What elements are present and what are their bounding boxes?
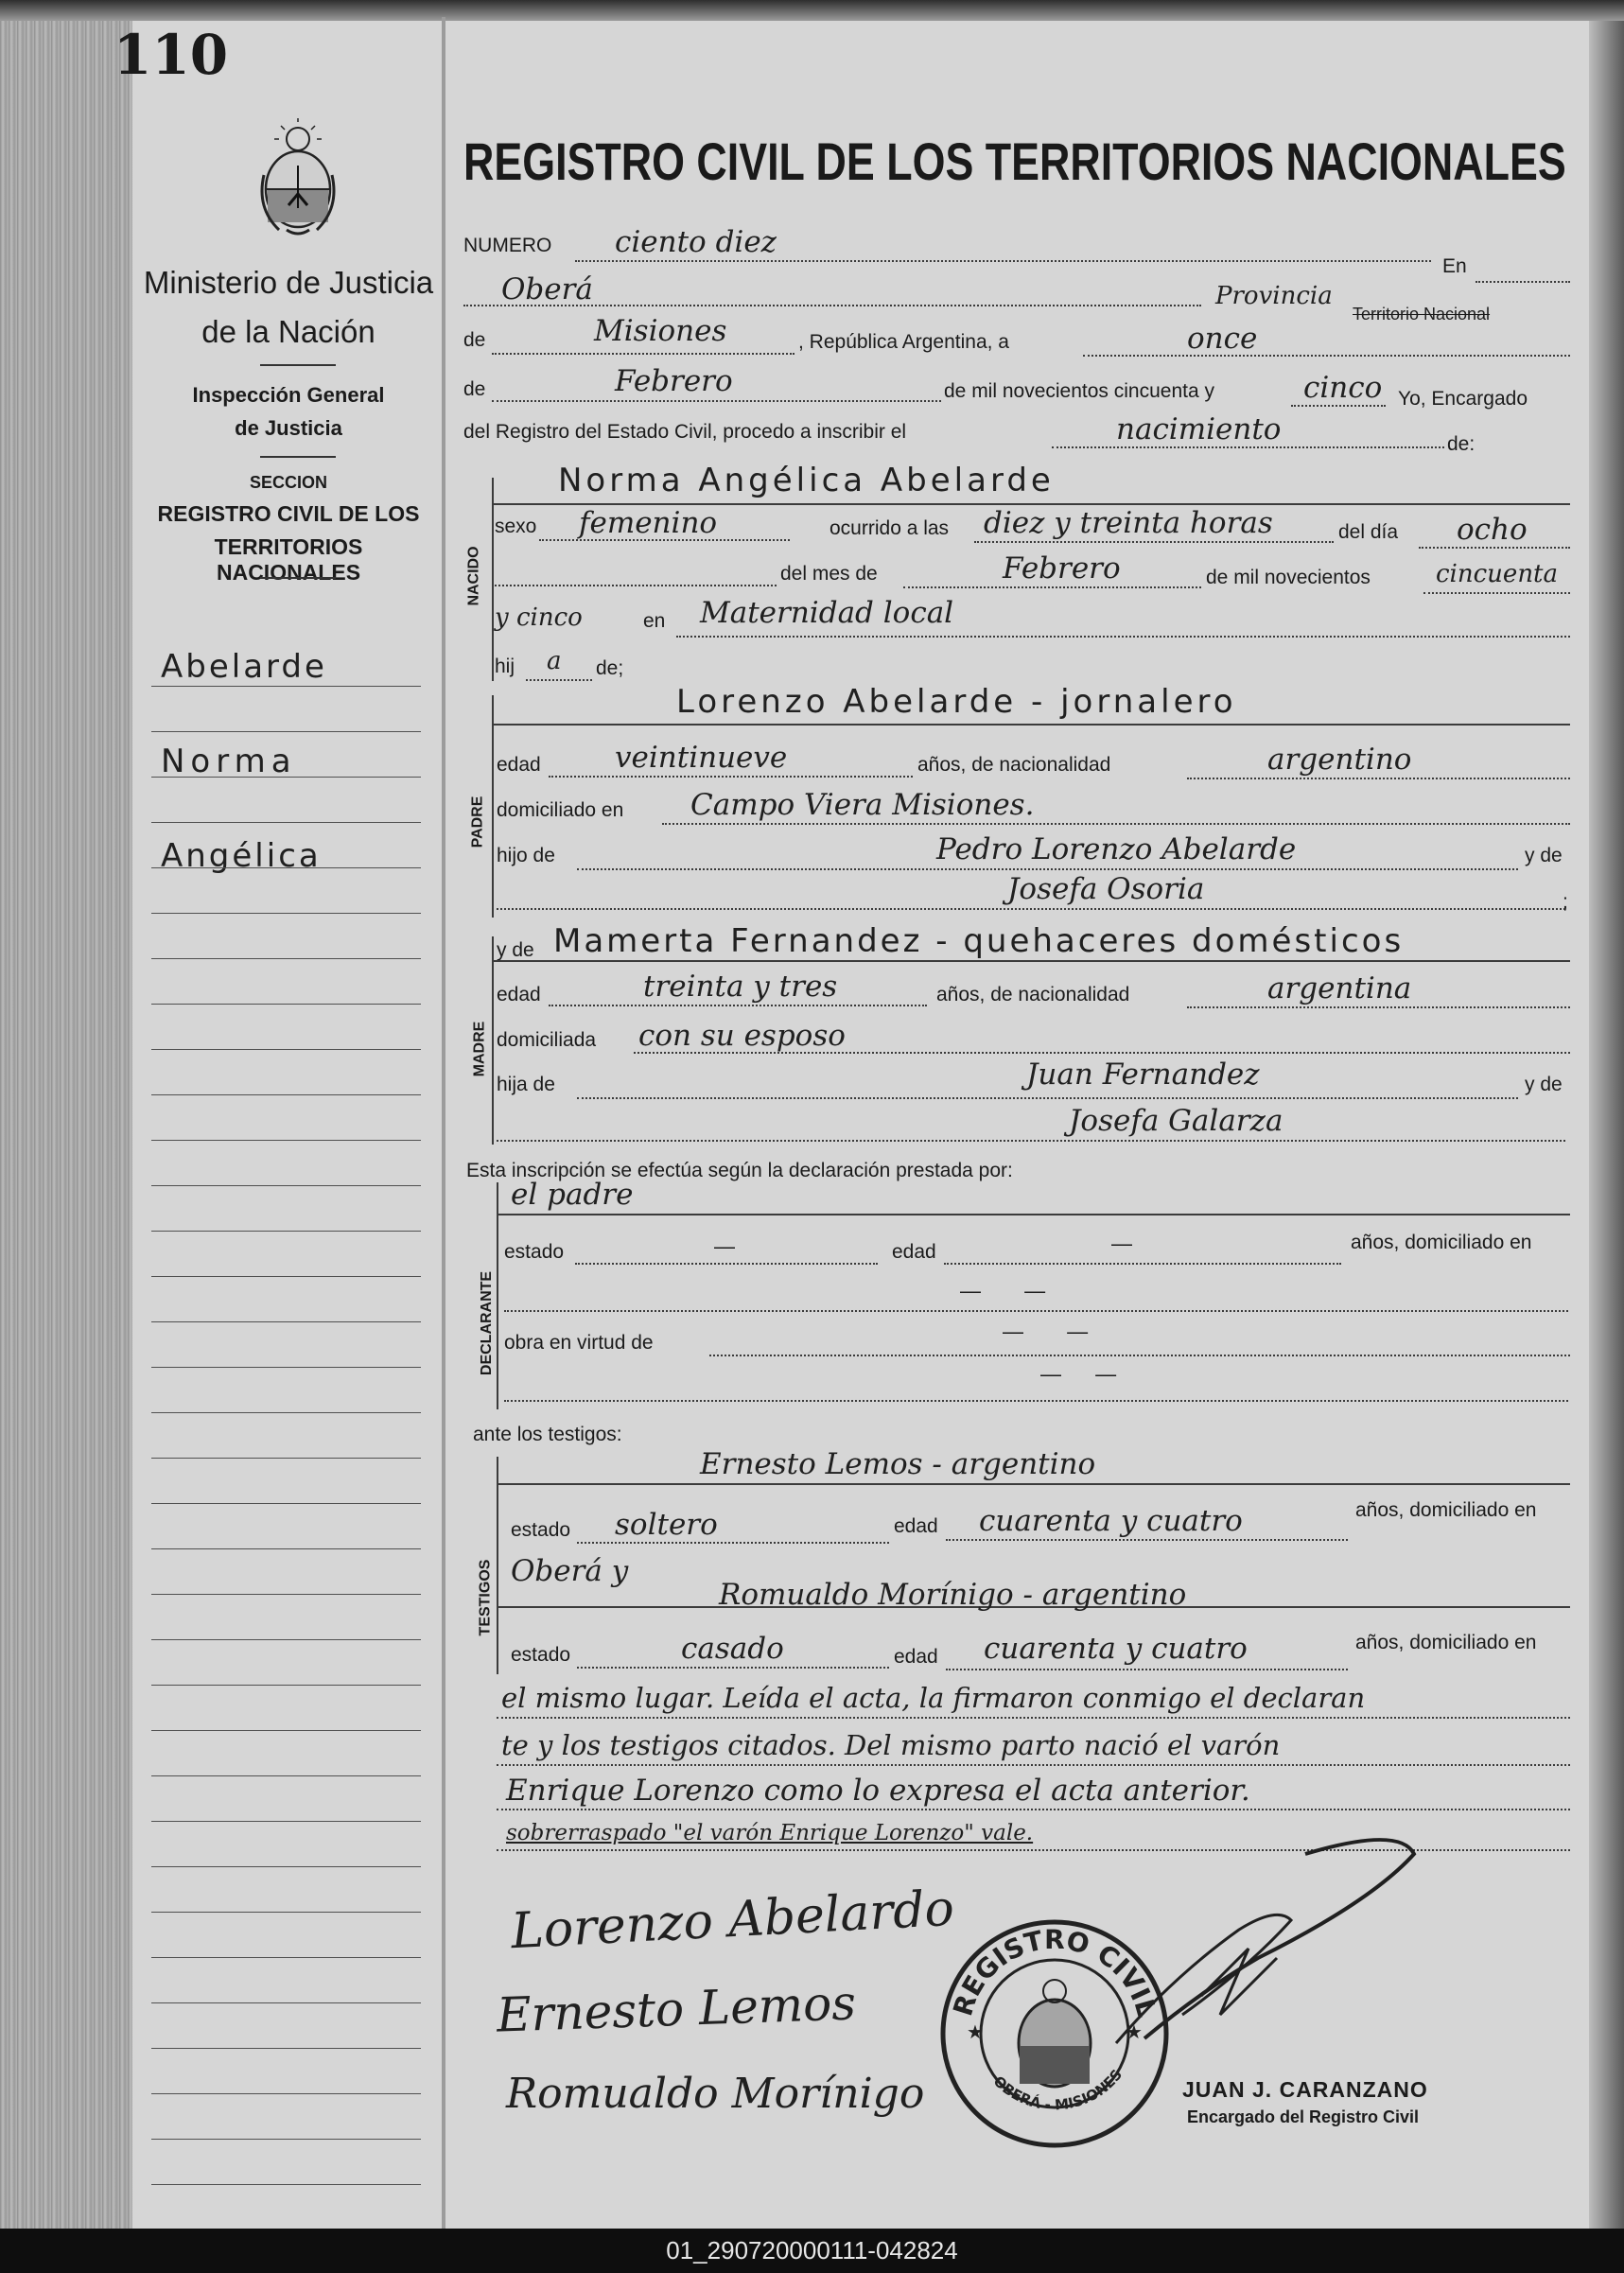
madre-name-rule bbox=[492, 960, 1570, 962]
left-ruled-line bbox=[151, 1639, 421, 1640]
w2-edad-line bbox=[946, 1669, 1348, 1670]
page-number: 110 bbox=[114, 23, 229, 87]
sexo-value: femenino bbox=[579, 506, 718, 540]
declarante-obra-label: obra en virtud de bbox=[504, 1332, 654, 1354]
en-line bbox=[1476, 281, 1570, 283]
book-binding bbox=[0, 0, 132, 2229]
madre-domicilio-label: domiciliada bbox=[497, 1029, 597, 1051]
left-ruled-line bbox=[151, 1957, 421, 1958]
left-ruled-line bbox=[151, 1866, 421, 1867]
de-label: de bbox=[463, 329, 486, 351]
w1-edad-line bbox=[946, 1539, 1348, 1541]
month-value: Febrero bbox=[615, 364, 733, 398]
declarante-who-value: el padre bbox=[511, 1178, 634, 1212]
declarante-intro: Esta inscripción se efectúa según la declaración prestada por: bbox=[466, 1160, 1013, 1181]
section-line2: TERRITORIOS NACIONALES bbox=[214, 534, 363, 585]
madre-edad-line bbox=[549, 1005, 927, 1006]
declarante-who-rule bbox=[497, 1214, 1570, 1215]
madre-hija-label: hija de bbox=[497, 1074, 555, 1095]
testigos-intro: ante los testigos: bbox=[473, 1424, 622, 1445]
madre-bracket bbox=[492, 936, 494, 1145]
nacido-year-value2: y cinco bbox=[495, 603, 583, 632]
left-ruled-line bbox=[151, 1775, 421, 1776]
madre-nacionalidad-line bbox=[1187, 1006, 1570, 1008]
nacido-year-value: cincuenta bbox=[1436, 560, 1559, 588]
padre-semicolon: ; bbox=[1563, 891, 1568, 913]
nacido-de-label: de; bbox=[596, 657, 624, 679]
left-ruled-line bbox=[151, 686, 421, 687]
padre-tag: PADRE bbox=[469, 796, 486, 848]
madre-y-de-label: y de bbox=[497, 939, 534, 961]
left-ruled-line bbox=[151, 1140, 421, 1141]
madre-y-de-label2: y de bbox=[1525, 1074, 1563, 1095]
day-value: once bbox=[1187, 322, 1258, 356]
padre-nacionalidad-line bbox=[1187, 778, 1570, 779]
declarante-anos-label: años, domiciliado en bbox=[1351, 1232, 1532, 1253]
hij-label: hij bbox=[495, 656, 515, 677]
nacido-year-line bbox=[1423, 592, 1570, 594]
provincia-value: Provincia bbox=[1215, 282, 1333, 310]
closing-line1: el mismo lugar. Leída el acta, la firmaron conmigo el declaran bbox=[501, 1682, 1366, 1714]
left-ruled-line bbox=[151, 2139, 421, 2140]
pre-mes-line bbox=[495, 585, 777, 586]
closing-line2: te y los testigos citados. Del mismo parto nació el varón bbox=[501, 1729, 1281, 1761]
hour-line bbox=[974, 541, 1334, 543]
main-title: REGISTRO CIVIL DE LOS TERRITORIOS NACIONALES bbox=[463, 131, 1566, 191]
padre-mother-line bbox=[497, 908, 1565, 910]
padre-nacionalidad-label: años, de nacionalidad bbox=[917, 754, 1111, 776]
de-colon: de: bbox=[1447, 433, 1476, 455]
civil-registry-seal-icon bbox=[936, 1915, 1173, 2152]
w2-estado-line bbox=[577, 1667, 889, 1669]
left-ruled-line bbox=[151, 731, 421, 732]
declarante-edad-line bbox=[944, 1263, 1341, 1265]
nacido-month-value: Febrero bbox=[1003, 551, 1121, 586]
coat-of-arms-icon bbox=[251, 118, 345, 241]
nacido-tag: NACIDO bbox=[465, 546, 482, 606]
left-ruled-line bbox=[151, 2093, 421, 2094]
de-label2: de bbox=[463, 378, 486, 400]
madre-mother-line bbox=[497, 1140, 1565, 1142]
nacido-day-value: ocho bbox=[1457, 513, 1528, 547]
witness1-value: Ernesto Lemos - argentino bbox=[700, 1447, 1096, 1481]
padre-hijo-label: hijo de bbox=[497, 845, 555, 866]
year-text: de mil novecientos cincuenta y bbox=[944, 380, 1214, 402]
declarante-estado-line bbox=[575, 1263, 878, 1265]
madre-father-value: Juan Fernandez bbox=[1026, 1058, 1260, 1092]
closing-line4: sobrerraspado "el varón Enrique Lorenzo" vale. bbox=[506, 1821, 1034, 1845]
left-ruled-line bbox=[151, 867, 421, 868]
place-value: Maternidad local bbox=[700, 596, 954, 630]
madre-edad-value: treinta y tres bbox=[643, 970, 838, 1004]
inspection-line2: de Justicia bbox=[235, 416, 342, 440]
city-value: Oberá bbox=[501, 272, 593, 306]
numero-label: NUMERO bbox=[463, 235, 552, 256]
sexo-label: sexo bbox=[495, 516, 537, 537]
w1-edad-label: edad bbox=[894, 1515, 938, 1537]
declarante-dashes1: — — bbox=[960, 1279, 1046, 1303]
republica-text: , República Argentina, a bbox=[798, 331, 1009, 353]
padre-edad-line bbox=[549, 776, 913, 778]
hour-value: diez y treinta horas bbox=[984, 506, 1273, 540]
divider bbox=[260, 577, 336, 579]
padre-domicilio-label: domiciliado en bbox=[497, 799, 624, 821]
left-ruled-line bbox=[151, 1548, 421, 1549]
del-mes-label: del mes de bbox=[780, 563, 878, 585]
padre-bracket bbox=[492, 695, 494, 918]
mes-line bbox=[903, 586, 1201, 588]
w1-estado-value: soltero bbox=[615, 1508, 718, 1542]
padre-father-value: Pedro Lorenzo Abelarde bbox=[936, 832, 1297, 866]
madre-edad-label: edad bbox=[497, 984, 541, 1005]
declarante-obra-line bbox=[709, 1355, 1570, 1356]
left-ruled-line bbox=[151, 1594, 421, 1595]
left-ruled-line bbox=[151, 1049, 421, 1050]
declarante-extra-line bbox=[504, 1400, 1568, 1402]
w1-estado-label: estado bbox=[511, 1519, 571, 1541]
nacido-en-label: en bbox=[643, 610, 666, 632]
seal-text: REGISTRO CIVIL bbox=[947, 1923, 1163, 2021]
left-ruled-line bbox=[151, 1503, 421, 1504]
padre-domicilio-line bbox=[662, 823, 1570, 825]
registro-text: del Registro del Estado Civil, procedo a inscribir el bbox=[463, 421, 907, 443]
madre-mother-value: Josefa Galarza bbox=[1069, 1104, 1283, 1138]
nacido-name-rule bbox=[492, 503, 1570, 505]
page-edge bbox=[1589, 0, 1624, 2229]
left-ruled-line bbox=[151, 1004, 421, 1005]
declarante-estado-value: — bbox=[714, 1234, 735, 1258]
officer-name: JUAN J. CARANZANO bbox=[1182, 2077, 1428, 2102]
left-ruled-line bbox=[151, 2048, 421, 2049]
declarante-domicilio-line bbox=[504, 1310, 1568, 1312]
declarante-edad-label: edad bbox=[892, 1241, 936, 1263]
padre-name-rule bbox=[492, 724, 1570, 726]
w2-estado-value: casado bbox=[681, 1632, 784, 1666]
act-type-value: nacimiento bbox=[1116, 412, 1282, 446]
w2-edad-value: cuarenta y cuatro bbox=[984, 1632, 1248, 1666]
left-ruled-line bbox=[151, 913, 421, 914]
divider bbox=[260, 364, 336, 366]
province-line bbox=[492, 353, 795, 355]
padre-domicilio-value: Campo Viera Misiones. bbox=[690, 788, 1035, 822]
closing-line3: Enrique Lorenzo como lo expresa el acta anterior. bbox=[506, 1774, 1250, 1808]
left-ruled-line bbox=[151, 1231, 421, 1232]
numero-line bbox=[575, 260, 1431, 262]
padre-father-line bbox=[577, 868, 1518, 870]
del-dia-label: del día bbox=[1338, 521, 1399, 543]
left-ruled-line bbox=[151, 1367, 421, 1368]
declarante-obra-value: — — bbox=[1003, 1320, 1089, 1343]
second-name: Angélica bbox=[161, 837, 322, 875]
svg-text:★: ★ bbox=[967, 2020, 984, 2043]
divider bbox=[260, 456, 336, 458]
ministry-line2: de la Nación bbox=[201, 314, 375, 349]
territorio-struck: Territorio Nacional bbox=[1353, 305, 1491, 323]
encargado-text: Yo, Encargado bbox=[1398, 388, 1528, 410]
madre-nacionalidad-label: años, de nacionalidad bbox=[936, 984, 1130, 1005]
w1-estado-line bbox=[577, 1542, 889, 1544]
left-ruled-line bbox=[151, 1094, 421, 1095]
left-ruled-line bbox=[151, 2002, 421, 2003]
left-ruled-line bbox=[151, 1458, 421, 1459]
left-ruled-line bbox=[151, 1685, 421, 1686]
ministry-line1: Ministerio de Justicia bbox=[143, 265, 434, 300]
day-line-nacido bbox=[1419, 547, 1570, 549]
w1-edad-value: cuarenta y cuatro bbox=[979, 1504, 1243, 1538]
left-ruled-line bbox=[151, 1276, 421, 1277]
first-name: Norma bbox=[161, 743, 297, 780]
left-ruled-line bbox=[151, 777, 421, 778]
padre-edad-label: edad bbox=[497, 754, 541, 776]
padre-y-de-label: y de bbox=[1525, 845, 1563, 866]
top-shadow bbox=[0, 0, 1624, 21]
ocurrido-label: ocurrido a las bbox=[829, 517, 950, 539]
year-line bbox=[1291, 405, 1386, 407]
left-ruled-line bbox=[151, 958, 421, 959]
seal-bottom: OBERÁ - MISIONES bbox=[989, 2066, 1126, 2114]
en-label: En bbox=[1442, 255, 1467, 277]
w2-estado-label: estado bbox=[511, 1644, 571, 1666]
hij-line bbox=[526, 679, 592, 681]
signature-2: Ernesto Lemos bbox=[496, 1975, 857, 2043]
w1-anos-label: años, domiciliado en bbox=[1355, 1499, 1537, 1521]
witness1-rule bbox=[497, 1483, 1570, 1485]
left-ruled-line bbox=[151, 1412, 421, 1413]
w2-edad-label: edad bbox=[894, 1646, 938, 1668]
officer-title: Encargado del Registro Civil bbox=[1187, 2107, 1420, 2126]
padre-name-value: Lorenzo Abelarde - jornalero bbox=[676, 683, 1237, 721]
province-value: Misiones bbox=[594, 314, 727, 348]
signature-1: Lorenzo Abelardo bbox=[509, 1880, 956, 1961]
left-ruled-line bbox=[151, 1730, 421, 1731]
madre-domicilio-value: con su esposo bbox=[638, 1019, 846, 1053]
inspection-line1: Inspección General bbox=[192, 383, 385, 407]
signature-3: Romualdo Morínigo bbox=[506, 2070, 925, 2118]
left-ruled-line bbox=[151, 1912, 421, 1913]
day-line bbox=[1083, 355, 1570, 357]
left-ruled-line bbox=[151, 1321, 421, 1322]
w1-domicilio-value: Oberá y bbox=[511, 1554, 629, 1588]
nacido-full-name: Norma Angélica Abelarde bbox=[558, 462, 1055, 499]
numero-value: ciento diez bbox=[615, 225, 777, 259]
closing-line3-rule bbox=[497, 1809, 1570, 1810]
declarante-estado-label: estado bbox=[504, 1241, 565, 1263]
madre-tag: MADRE bbox=[471, 1021, 488, 1077]
month-line bbox=[492, 400, 941, 402]
padre-mother-value: Josefa Osoria bbox=[1007, 872, 1205, 906]
column-divider bbox=[442, 17, 445, 2229]
left-ruled-line bbox=[151, 822, 421, 823]
section-label: SECCION bbox=[249, 473, 327, 492]
testigos-bracket bbox=[497, 1457, 498, 1674]
madre-name-value: Mamerta Fernandez - quehaceres domésticos bbox=[553, 922, 1405, 960]
surname: Abelarde bbox=[161, 648, 327, 686]
madre-nacionalidad-value: argentina bbox=[1267, 971, 1412, 1005]
place-line bbox=[676, 636, 1570, 638]
year-label: de mil novecientos bbox=[1206, 567, 1371, 588]
padre-nacionalidad-value: argentino bbox=[1267, 743, 1412, 777]
year-value: cinco bbox=[1303, 371, 1383, 405]
left-ruled-line bbox=[151, 1821, 421, 1822]
act-line bbox=[1052, 446, 1444, 448]
hij-value: a bbox=[547, 647, 562, 675]
left-ruled-line bbox=[151, 1185, 421, 1186]
svg-text:★: ★ bbox=[1126, 2020, 1143, 2043]
closing-line1-rule bbox=[497, 1717, 1570, 1719]
document-id-bar: 01_290720000111-042824 bbox=[0, 2229, 1624, 2273]
declarante-tag: DECLARANTE bbox=[479, 1270, 496, 1376]
declarante-edad-value: — bbox=[1111, 1232, 1132, 1255]
declarante-dashes2: — — bbox=[1040, 1362, 1117, 1386]
witness2-value: Romualdo Morínigo - argentino bbox=[719, 1578, 1187, 1612]
madre-father-line bbox=[577, 1097, 1518, 1099]
w2-anos-label: años, domiciliado en bbox=[1355, 1632, 1537, 1653]
left-ruled-line bbox=[151, 2184, 421, 2185]
section-line1: REGISTRO CIVIL DE LOS bbox=[157, 501, 420, 526]
testigos-tag: TESTIGOS bbox=[477, 1559, 494, 1636]
declarante-bracket bbox=[497, 1182, 498, 1409]
nacido-bracket bbox=[492, 478, 494, 681]
closing-line2-rule bbox=[497, 1764, 1570, 1766]
padre-edad-value: veintinueve bbox=[615, 741, 788, 775]
